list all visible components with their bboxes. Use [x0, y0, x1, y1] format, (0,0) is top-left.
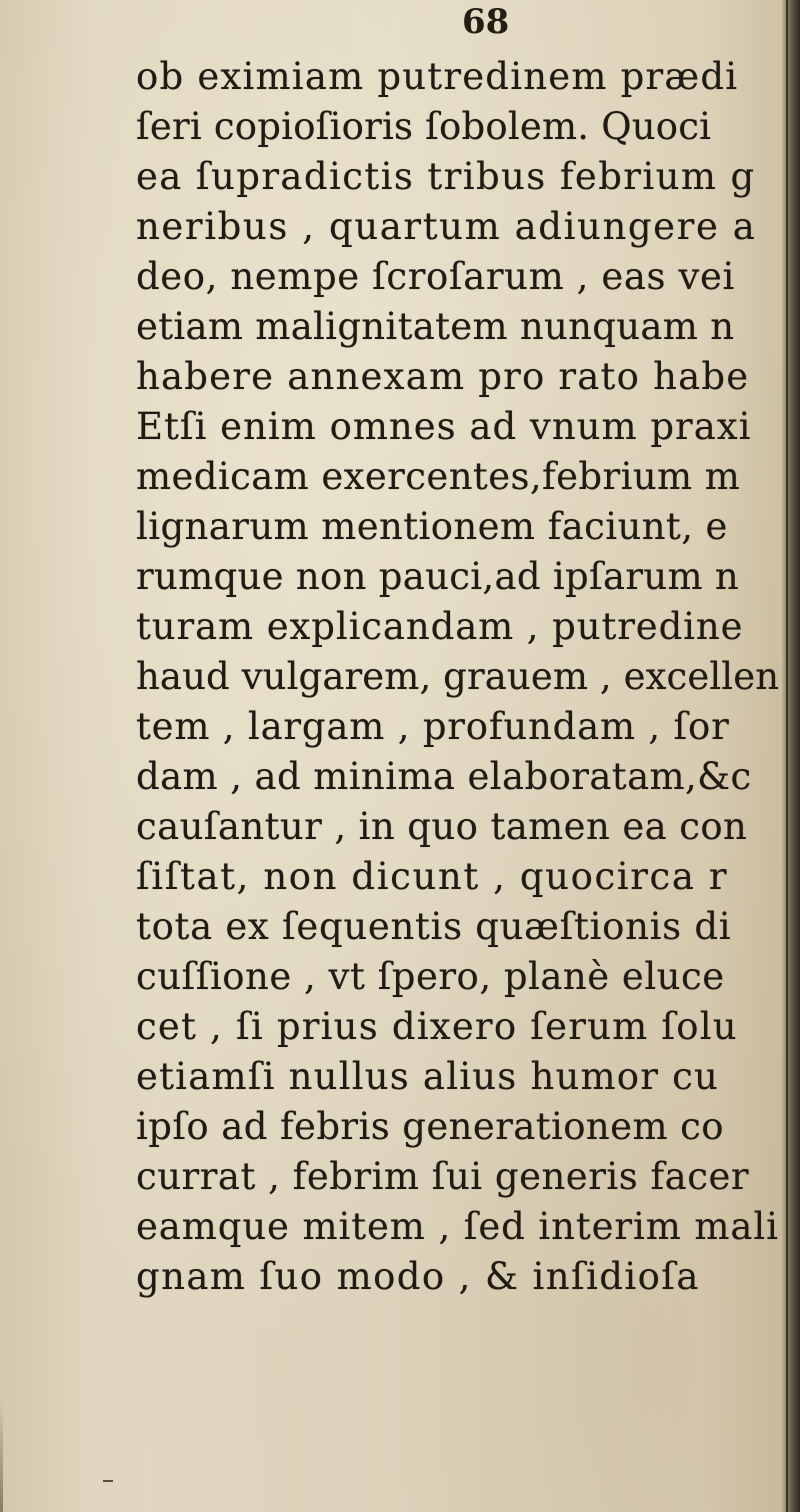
text-line: eamque mitem , ſed interim mali: [136, 1205, 779, 1248]
text-line: etiam malignitatem nunquam n: [136, 305, 735, 348]
text-line: neribus , quartum adiungere a: [136, 205, 757, 248]
page-edge-shadow: [0, 1400, 3, 1512]
page-number: 68: [462, 2, 510, 42]
text-line: cet , ſi prius dixero ſerum ſolu: [136, 1005, 738, 1048]
text-line: lignarum mentionem faciunt, e: [136, 505, 728, 548]
text-line: haud vulgarem, grauem , excellen: [136, 655, 780, 698]
body-text: [136, 52, 800, 1302]
text-line: ob eximiam putredinem prædi: [136, 55, 739, 98]
text-line: turam explicandam , putredine: [136, 605, 744, 648]
text-line: cuſſione , vt ſpero, planè eluce: [136, 955, 725, 998]
text-line: medicam exercentes,febrium m: [136, 455, 741, 498]
text-line: gnam ſuo modo , & inſidioſa: [136, 1255, 700, 1298]
margin-mark: [103, 1480, 113, 1482]
text-line: habere annexam pro rato habe: [136, 355, 750, 398]
text-line: ipſo ad febris generationem co: [136, 1105, 724, 1148]
text-line: ea ſupradictis tribus febrium g: [136, 155, 756, 198]
text-line: cauſantur , in quo tamen ea con: [136, 805, 748, 848]
text-line: dam , ad minima elaboratam,&c: [136, 755, 752, 798]
text-line: tem , largam , profundam , ſor: [136, 705, 730, 748]
text-line: etiamſi nullus alius humor cu: [136, 1055, 720, 1098]
text-line: ſiſtat, non dicunt , quocirca r: [136, 855, 729, 898]
text-line: ſeri copioſioris ſobolem. Quoci: [136, 105, 712, 148]
text-line: deo, nempe ſcroſarum , eas vei: [136, 255, 735, 298]
text-line: tota ex ſequentis quæſtionis di: [136, 905, 732, 948]
text-line: rumque non pauci,ad ipſarum n: [136, 555, 740, 598]
text-line: currat , febrim ſui generis facer: [136, 1155, 750, 1198]
text-line: Etſi enim omnes ad vnum praxi: [136, 405, 752, 448]
